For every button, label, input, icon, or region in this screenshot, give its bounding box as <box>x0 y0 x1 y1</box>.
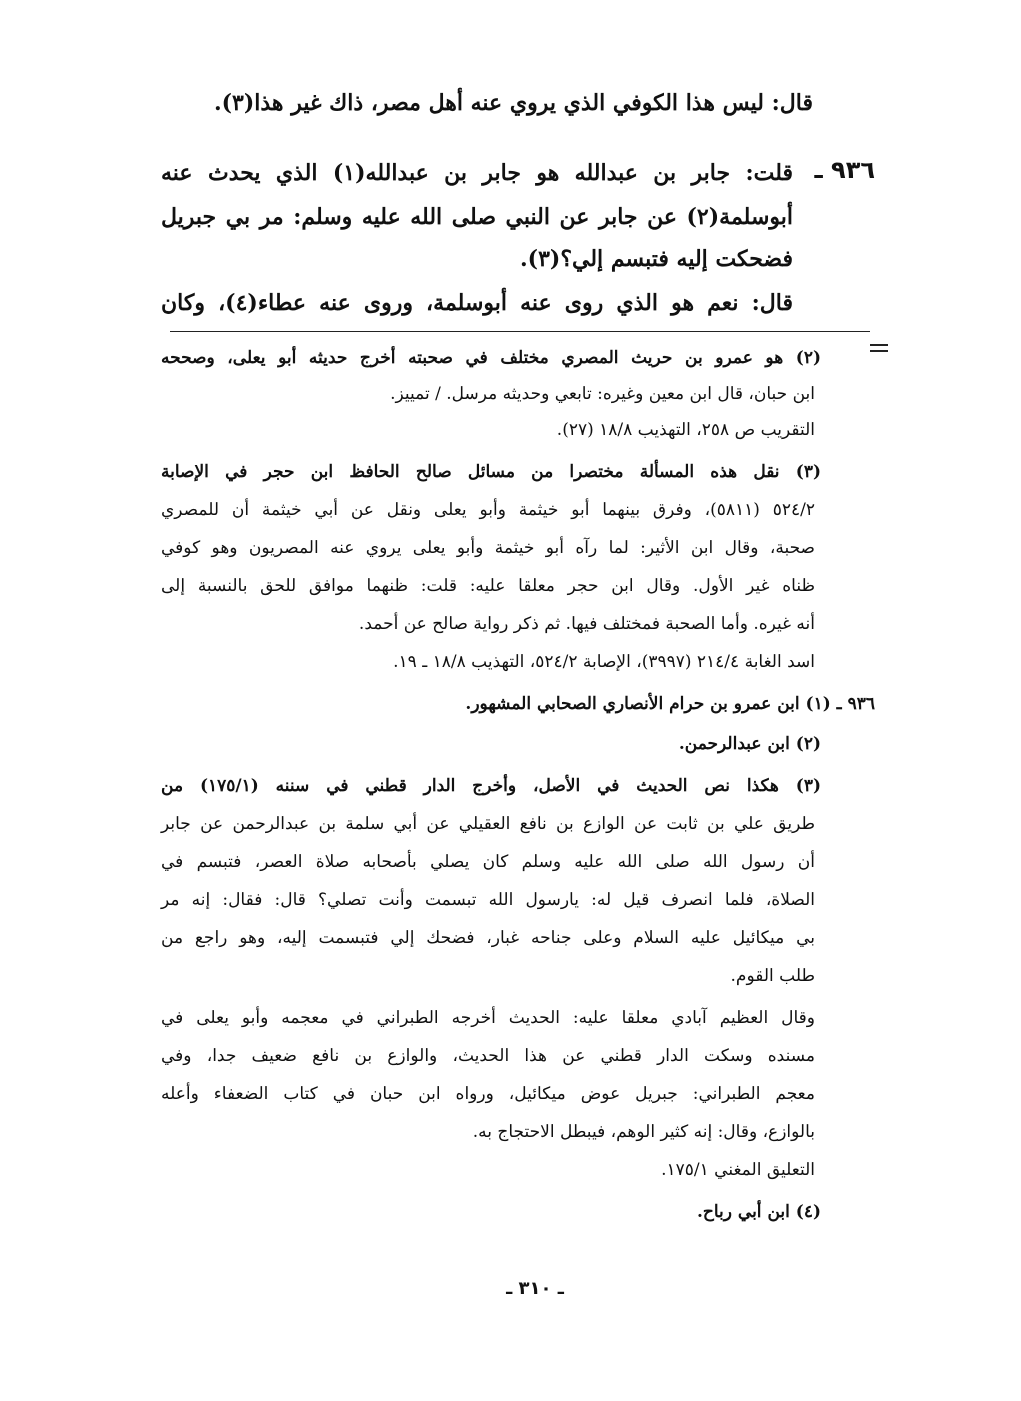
footnote-line: (٤) ابن أبي رباح. <box>696 1202 821 1222</box>
main-text-line: أبوسلمة(٢) عن جابر عن النبي صلى الله عليه وسلم: مر بي جبريل <box>161 204 793 230</box>
footnote-separator <box>170 331 870 332</box>
footnote-line: (٢) ابن عبدالرحمن. <box>678 734 821 754</box>
footnote-line: أنه غيره. وأما الصحبة فمختلف فيها. ثم ذكر رواية صالح عن أحمد. <box>358 614 815 634</box>
footnote-line: طلب القوم. <box>730 966 815 986</box>
footnote-line: طريق علي بن ثابت عن الوازع بن نافع العقيلي عن أبي سلمة بن عبدالرحمن عن جابر <box>161 814 815 834</box>
main-text-line: قلت: جابر بن عبدالله هو جابر بن عبدالله(١) الذي يحدث عنه <box>161 160 793 186</box>
entry-number: ٩٣٦ ـ <box>814 156 875 184</box>
footnote-line: (٣) نقل هذه المسألة مختصرا من مسائل صالح الحافظ ابن حجر في الإصابة <box>161 462 821 482</box>
footnote-line: ٩٣٦ ـ (١) ابن عمرو بن حرام الأنصاري الصحابي المشهور. <box>465 694 875 714</box>
footnote-line: مسنده وسكت الدار قطني عن هذا الحديث، والوازع بن نافع ضعيف جدا، وفي <box>161 1046 815 1066</box>
footnote-line: (٣) هكذا نص الحديث في الأصل، وأخرج الدار قطني في سننه (١٧٥/١) من <box>161 776 821 796</box>
page-number: ـ ٣١٠ ـ <box>506 1278 564 1299</box>
main-text-line: قال: ليس هذا الكوفي الذي يروي عنه أهل مصر، ذاك غير هذا(٣). <box>213 90 813 116</box>
footnote-line: التقريب ص ٢٥٨، التهذيب ١٨/٨ (٢٧). <box>556 420 815 440</box>
footnote-line: صحبة، وقال ابن الأثير: لما رآه أبو خيثمة وأبو يعلى يروي عنه المصريون وهو كوفي <box>161 538 815 558</box>
main-text-line: قال: نعم هو الذي روى عنه أبوسلمة، وروى عنه عطاء(٤)، وكان <box>161 290 793 316</box>
footnote-line: وقال العظيم آبادي معلقا عليه: الحديث أخرجه الطبراني في معجمه وأبو يعلى في <box>161 1008 815 1028</box>
footnote-line: ابن حبان، قال ابن معين وغيره: تابعي وحديثه مرسل. / تمييز. <box>390 384 815 404</box>
footnote-line: اسد الغابة ٢١٤/٤ (٣٩٩٧)، الإصابة ٥٢٤/٢، التهذيب ١٨/٨ ـ ١٩. <box>393 652 815 672</box>
footnote-line: التعليق المغني ١٧٥/١. <box>661 1160 815 1180</box>
footnote-line: ظناه غير الأول. وقال ابن حجر معلقا عليه: قلت: ظنهما موافق للحق بالنسبة إلى <box>161 576 815 596</box>
footnote-line: أن رسول الله صلى الله عليه وسلم كان يصلي بأصحابه صلاة العصر، فتبسم في <box>161 852 815 872</box>
footnote-line: الصلاة، فلما انصرف قيل له: يارسول الله تبسمت وأنت تصلي؟ قال: فقال: إنه مر <box>161 890 815 910</box>
footnote-line: معجم الطبراني: جبريل عوض ميكائيل، ورواه ابن حبان في كتاب الضعفاء وأعله <box>161 1084 815 1104</box>
continuation-mark <box>870 344 888 354</box>
footnote-line: (٢) هو عمرو بن حريث المصري مختلف في صحبته أخرج حديثه أبو يعلى، وصححه <box>161 348 821 368</box>
footnote-line: بالوازع، وقال: إنه كثير الوهم، فيبطل الاحتجاج به. <box>472 1122 815 1142</box>
footnote-line: بي ميكائيل عليه السلام وعلى جناحه غبار، فضحك إلي فتبسمت إليه، وهو راجع من <box>161 928 815 948</box>
footnote-line: ٥٢٤/٢ (٥٨١١)، وفرق بينهما أبو خيثمة وأبو يعلى ونقل عن أبي خيثمة أن للمصري <box>161 500 816 520</box>
main-text-line: فضحكت إليه فتبسم إلي؟(٣). <box>520 246 793 272</box>
